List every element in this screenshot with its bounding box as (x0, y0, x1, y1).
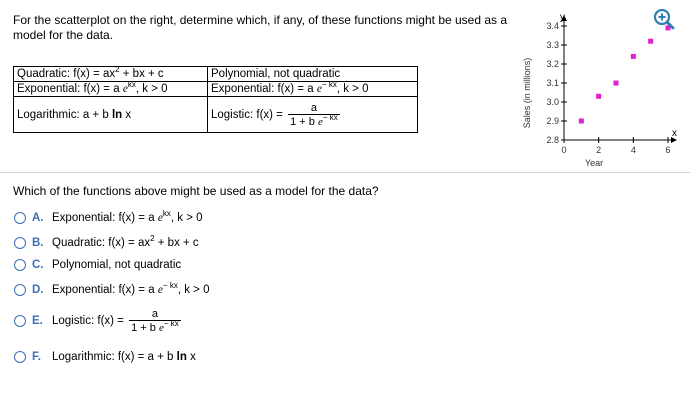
y-tick-label: 2.9 (546, 116, 559, 126)
option-b[interactable] (14, 234, 199, 249)
radio-button[interactable] (14, 351, 26, 363)
option-label: Exponential: f(x) = a $e^{kx}$, k > 0 (52, 209, 203, 224)
x-axis-letter: x (672, 128, 677, 139)
option-letter: C. (32, 259, 44, 271)
option-c[interactable] (14, 259, 181, 271)
table-cell-logarithmic: Logarithmic: a + b ln x (14, 97, 208, 133)
x-tick-label: 0 (561, 145, 567, 155)
data-point (579, 119, 584, 124)
option-label: Quadratic: $f(x) = ax^2$ + bx + c (52, 234, 199, 249)
scatterplot (516, 12, 681, 172)
data-point (631, 54, 636, 59)
radio-button[interactable] (14, 212, 26, 224)
data-point (614, 81, 619, 86)
option-e[interactable] (14, 308, 181, 334)
data-point (648, 39, 653, 44)
x-tick-label: 6 (665, 145, 671, 155)
y-tick-label: 3.1 (546, 78, 559, 88)
data-point (596, 94, 601, 99)
option-f[interactable] (14, 351, 196, 363)
y-tick-label: 2.8 (546, 135, 559, 145)
option-letter: B. (32, 237, 44, 249)
radio-button[interactable] (14, 315, 26, 327)
option-letter: F. (32, 351, 41, 363)
question-text: Which of the functions above might be used as a model for the data? (13, 184, 379, 198)
y-tick-label: 3.4 (546, 21, 559, 31)
y-axis-label: Sales (in millions) (522, 57, 532, 129)
radio-button[interactable] (14, 284, 26, 296)
x-tick-label: 2 (596, 145, 602, 155)
option-label: Exponential: f(x) = a $e^{- kx}$, k > 0 (52, 281, 210, 296)
option-label: Logarithmic: f(x) = a + b ln x (52, 351, 196, 363)
table-cell-polynomial: Polynomial, not quadratic (208, 67, 418, 82)
section-divider (0, 172, 690, 173)
y-axis-letter: y (560, 12, 565, 23)
option-letter: A. (32, 212, 44, 224)
function-table (13, 66, 418, 133)
zoom-in-icon[interactable] (653, 8, 675, 30)
option-d[interactable] (14, 281, 210, 296)
option-letter: D. (32, 284, 44, 296)
table-cell-exp-growth: Exponential: f(x) = a $e^{kx}$, k > 0 (14, 82, 208, 97)
table-cell-quadratic: Quadratic: $f(x) = ax^2$ + bx + c (14, 67, 208, 82)
y-tick-label: 3.0 (546, 97, 559, 107)
x-axis-label: Year (584, 158, 604, 168)
option-a[interactable] (14, 209, 203, 224)
table-cell-exp-decay: Exponential: f(x) = a $e^{- kx}$, k > 0 (208, 82, 418, 97)
option-label: Polynomial, not quadratic (52, 259, 182, 271)
option-letter: E. (32, 315, 43, 327)
table-cell-logistic: Logistic: f(x) = $\frac{a}{1 + b e^{- kx}}$ (208, 97, 418, 133)
option-label: Logistic: f(x) = $\frac{a}{1 + b e^{- kx}}$ (52, 308, 179, 334)
radio-button[interactable] (14, 259, 26, 271)
y-tick-label: 3.3 (546, 40, 559, 50)
y-tick-label: 3.2 (546, 59, 559, 69)
prompt-text: For the scatterplot on the right, determine which, if any, of these functions might be used as a model for the data. (13, 13, 508, 42)
x-tick-label: 4 (630, 145, 636, 155)
radio-button[interactable] (14, 237, 26, 249)
